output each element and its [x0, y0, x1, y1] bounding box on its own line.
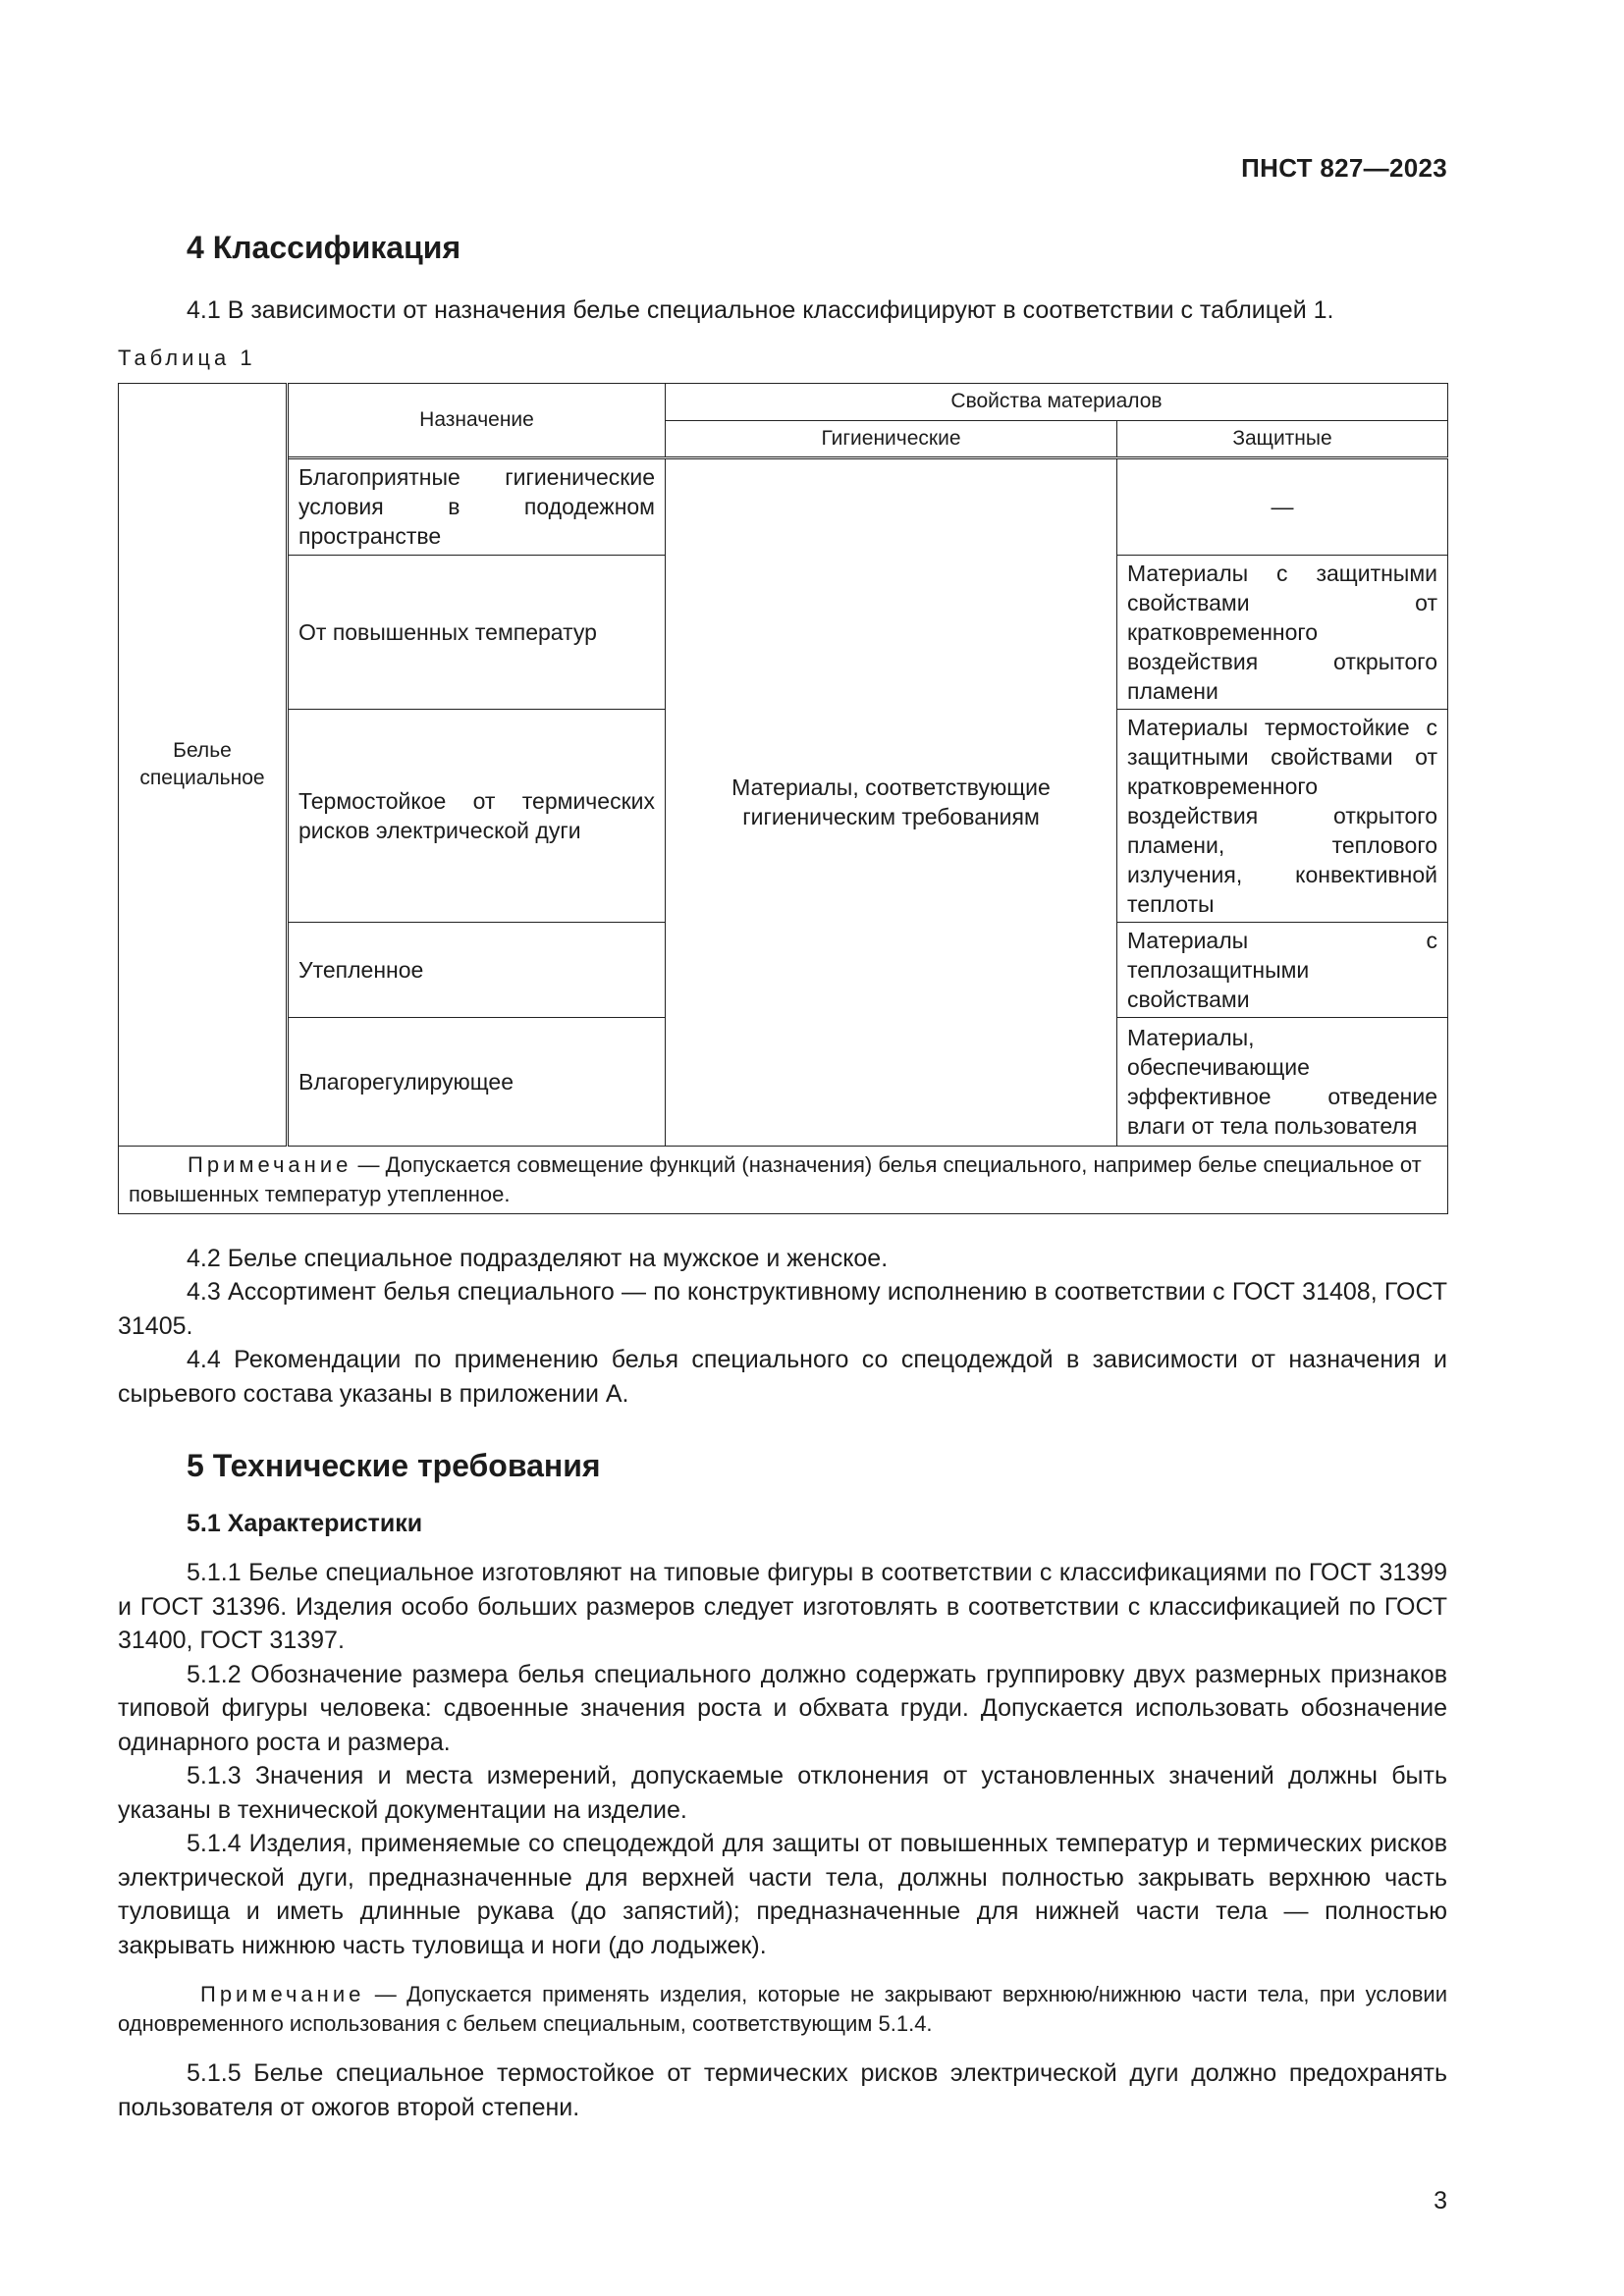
- paragraph-5-1-5: 5.1.5 Белье специальное термостойкое от термических рисков электрической дуги должно предохранять пользователя от ожогов второй степени.: [118, 2059, 1447, 2121]
- paragraph-4-3: 4.3 Ассортимент белья специального — по конструктивному исполнению в соответствии с ГОСТ 31408, ГОСТ 31405.: [118, 1278, 1447, 1340]
- protective-cell: Материалы термостойкие с защитными свойствами от кратковременного воздействия открытого пламени, теплового излучения, конвективной теплоты: [1117, 709, 1448, 922]
- section-5-title: 5 Технические требования: [187, 1448, 601, 1483]
- table-note-label: Примечание: [188, 1151, 352, 1177]
- category-cell: Белье специальное: [119, 383, 288, 1146]
- paragraph-4-4: 4.4 Рекомендации по применению белья специального со спецодеждой в зависимости от назначения и сырьевого состава указаны в приложении А.: [118, 1346, 1447, 1408]
- paragraph-5-1-1: 5.1.1 Белье специальное изготовляют на типовые фигуры в соответствии с классификациями по ГОСТ 31399 и ГОСТ 31396. Изделия особо больших размеров следует изготовлять в соответствии с классификацией по ГОСТ 31400, ГОСТ 31397.: [118, 1559, 1447, 1654]
- section-4-title: 4 Классификация: [187, 230, 461, 265]
- purpose-cell: Утепленное: [288, 922, 666, 1017]
- protective-cell: Материалы с теплозащитными свойствами: [1117, 922, 1448, 1017]
- paragraph-4-1: 4.1 В зависимости от назначения белье специальное классифицируют в соответствии с таблицей 1.: [187, 296, 1334, 324]
- header-purpose: Назначение: [288, 383, 666, 457]
- purpose-cell: Благоприятные гигиенические условия в пододежном пространстве: [288, 457, 666, 555]
- paragraph-5-1-2: 5.1.2 Обозначение размера белья специального должно содержать группировку двух размерных признаков типовой фигуры человека: сдвоенные значения роста и обхвата груди. Допускается использовать обозначение одинарного роста и размера.: [118, 1660, 1447, 1756]
- table-note-text: — Допускается совмещение функций (назначения) белья специального, например белье специальное от повышенных температур утепленное.: [129, 1151, 1422, 1206]
- table-note: [119, 1146, 1448, 1213]
- purpose-cell: Термостойкое от термических рисков электрической дуги: [288, 709, 666, 922]
- header-protective: Защитные: [1117, 420, 1448, 457]
- protective-cell: Материалы с защитными свойствами от кратковременного воздействия открытого пламени: [1117, 555, 1448, 709]
- purpose-cell: Влагорегулирующее: [288, 1017, 666, 1146]
- paragraph-5-1-4: 5.1.4 Изделия, применяемые со спецодеждой для защиты от повышенных температур и термических рисков электрической дуги, предназначенные для верхней части тела, должны полностью закрывать верхнюю часть туловища и иметь длинные рукава (до запястий); предназначенные для нижней части тела — полностью закрывать нижнюю часть туловища и ноги (до лодыжек).: [118, 1830, 1447, 1959]
- note-label: Примечание: [200, 1982, 365, 2006]
- note-text: — Допускается применять изделия, которые не закрывают верхнюю/нижнюю части тела, при условии одновременного использования с бельем специальным, соответствующим 5.1.4.: [118, 1982, 1447, 2036]
- table-caption: Таблица 1: [118, 345, 256, 370]
- document-code: ПНСТ 827—2023: [1241, 153, 1447, 183]
- header-hygienic: Гигиенические: [666, 420, 1117, 457]
- purpose-cell: От повышенных температур: [288, 555, 666, 709]
- note-5-1-4: [118, 1980, 1447, 2039]
- page-number: 3: [1434, 2187, 1447, 2215]
- classification-table: [118, 383, 1448, 1214]
- protective-cell: —: [1117, 457, 1448, 555]
- subsection-5-1-title: 5.1 Характеристики: [187, 1510, 423, 1537]
- header-properties: Свойства материалов: [666, 383, 1448, 420]
- paragraph-5-1-3: 5.1.3 Значения и места измерений, допускаемые отклонения от установленных значений должны быть указаны в технической документации на изделие.: [118, 1762, 1447, 1824]
- page-content: [118, 216, 1447, 2124]
- hygienic-common-cell: Материалы, соответствующие гигиеническим требованиям: [666, 457, 1117, 1146]
- paragraph-4-2: 4.2 Белье специальное подразделяют на мужское и женское.: [187, 1244, 889, 1272]
- protective-cell: Материалы, обеспечивающие эффективное отведение влаги от тела пользователя: [1117, 1017, 1448, 1146]
